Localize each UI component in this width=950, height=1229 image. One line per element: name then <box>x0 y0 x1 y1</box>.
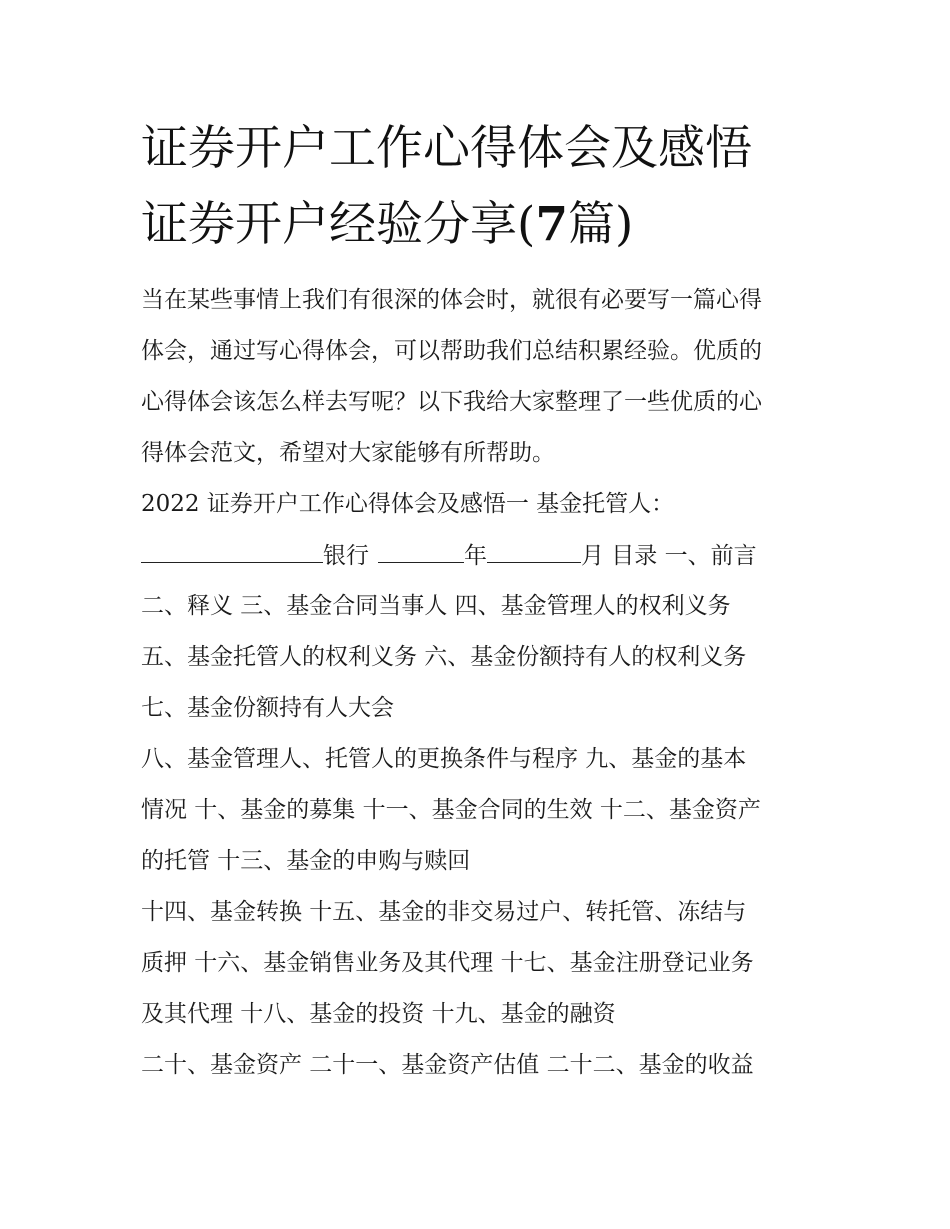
bank-blank <box>141 540 323 563</box>
toc-line: 的托管 十三、基金的申购与赎回 <box>141 848 471 874</box>
toc-line: 十四、基金转换 十五、基金的非交易过户、转托管、冻结与 <box>141 899 747 925</box>
title-number: 7 <box>535 197 569 252</box>
title-suffix: 篇) <box>568 197 634 252</box>
toc-line: 质押 十六、基金销售业务及其代理 十七、基金注册登记业务 <box>141 950 754 976</box>
toc-line: 五、基金托管人的权利义务 六、基金份额持有人的权利义务 <box>141 644 747 670</box>
document-title-line-1: 证券开户工作心得体会及感悟 <box>141 121 752 176</box>
month-label: 月 <box>581 543 604 569</box>
toc-line: 七、基金份额持有人大会 <box>141 695 394 721</box>
toc-line: 及其代理 十八、基金的投资 十九、基金的融资 <box>141 1001 616 1027</box>
toc-line: 二、释义 三、基金合同当事人 四、基金管理人的权利义务 <box>141 593 731 619</box>
toc-line: 二十、基金资产 二十一、基金资产估值 二十二、基金的收益 <box>141 1052 754 1078</box>
month-blank <box>487 540 581 563</box>
fill-in-line <box>141 540 757 571</box>
toc-line: 八、基金管理人、托管人的更换条件与程序 九、基金的基本 <box>141 746 747 772</box>
bank-label: 银行 <box>323 543 369 569</box>
section-heading: 2022 证券开户工作心得体会及感悟一 基金托管人： <box>141 491 675 517</box>
year-blank <box>378 540 464 563</box>
title-prefix: 证券开户经验分享( <box>141 197 536 252</box>
toc-line: 情况 十、基金的募集 十一、基金合同的生效 十二、基金资产 <box>141 797 761 823</box>
toc-start: 目录 一、前言 <box>604 543 757 569</box>
intro-line-4: 得体会范文，希望对大家能够有所帮助。 <box>141 440 555 466</box>
intro-line-2: 体会，通过写心得体会，可以帮助我们总结积累经验。优质的 <box>141 338 762 364</box>
intro-line-1: 当在某些事情上我们有很深的体会时，就很有必要写一篇心得 <box>141 287 762 313</box>
year-label: 年 <box>464 543 487 569</box>
document-title-line-2 <box>141 197 633 253</box>
intro-line-3: 心得体会该怎么样去写呢？以下我给大家整理了一些优质的心 <box>141 389 762 415</box>
